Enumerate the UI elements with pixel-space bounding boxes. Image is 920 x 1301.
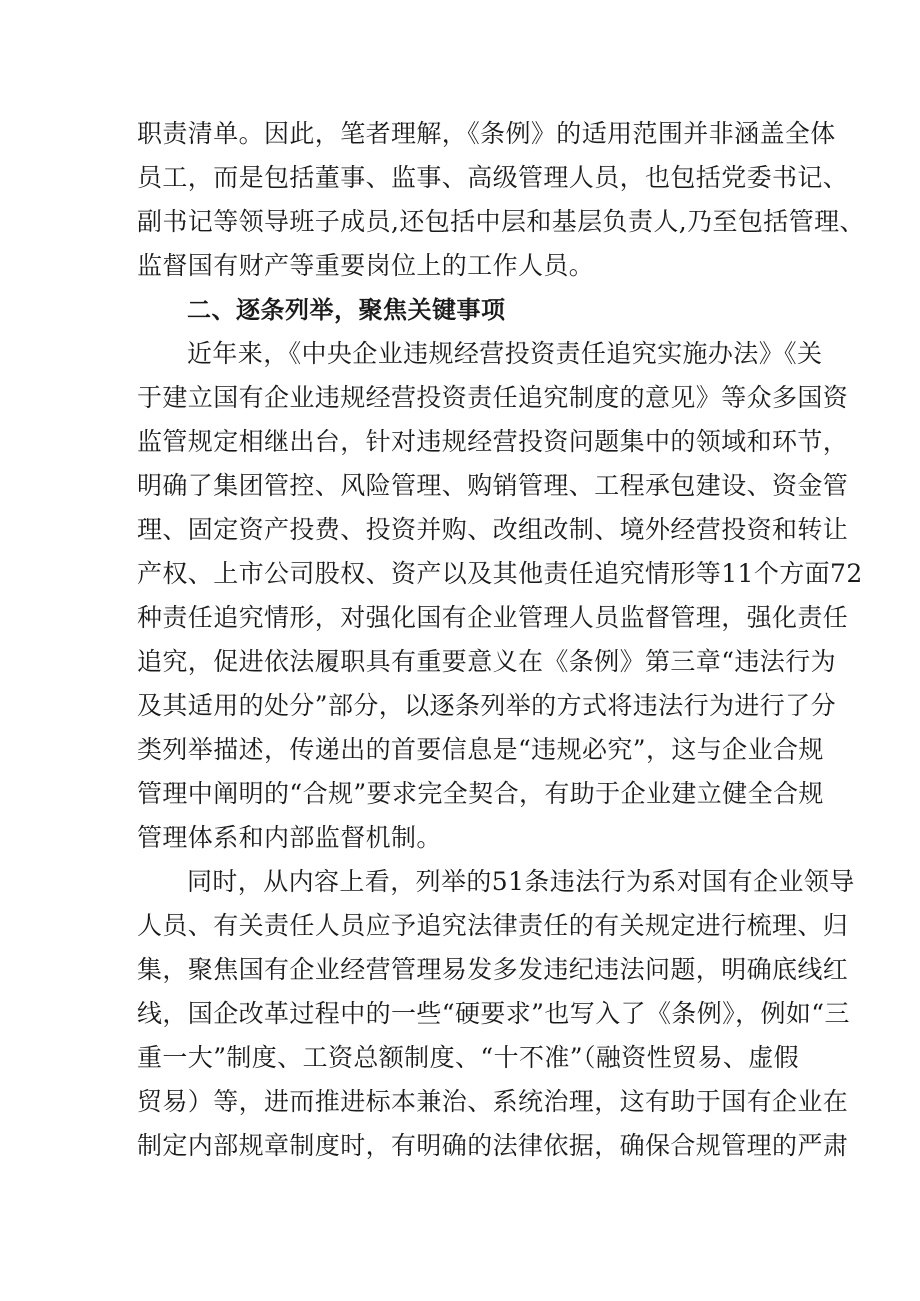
paragraph-3-line-4: 线，国企改革过程中的一些“硬要求”也写入了《条例》，例如“三 [137, 999, 850, 1028]
paragraph-3-line-2: 人员、有关责任人员应予追究法律责任的有关规定进行梳理、归 [137, 911, 849, 940]
paragraph-3-line-1: 同时，从内容上看，列举的51条违法行为系对国有企业领导 [187, 867, 855, 896]
paragraph-2-line-10: 类列举描述，传递出的首要信息是“违规必究”，这与企业合规 [137, 735, 824, 764]
paragraph-3-line-3: 集，聚焦国有企业经营管理易发多发违纪违法问题，明确底线红 [137, 955, 849, 984]
paragraph-2-line-12: 管理体系和内部监督机制。 [137, 823, 442, 852]
paragraph-2-line-11: 管理中阐明的“合规”要求完全契合，有助于企业建立健全合规 [137, 779, 824, 808]
paragraph-1-line-2: 员工，而是包括董事、监事、高级管理人员，也包括党委书记、 [137, 163, 849, 192]
paragraph-2-line-8: 追究，促进依法履职具有重要意义在《条例》第三章“违法行为 [137, 647, 836, 676]
section-heading: 二、逐条列举，聚焦关键事项 [187, 296, 506, 324]
paragraph-2-line-4: 明确了集团管控、风险管理、购销管理、工程承包建设、资金管 [137, 471, 849, 500]
paragraph-3-line-5: 重一大”制度、工资总额制度、“十不准”（融资性贸易、虚假 [137, 1043, 800, 1072]
paragraph-1-line-4: 监督国有财产等重要岗位上的工作人员。 [137, 251, 595, 280]
paragraph-3-line-6: 贸易）等，进而推进标本兼治、系统治理，这有助于国有企业在 [137, 1087, 849, 1116]
paragraph-2-line-3: 监管规定相继出台，针对违规经营投资问题集中的领域和环节， [137, 427, 849, 456]
paragraph-1-line-3: 副书记等领导班子成员,还包括中层和基层负责人,乃至包括管理、 [137, 207, 865, 236]
paragraph-2-line-5: 理、固定资产投费、投资并购、改组改制、境外经营投资和转让 [137, 515, 849, 544]
paragraph-2-line-2: 于建立国有企业违规经营投资责任追究制度的意见》等众多国资 [137, 383, 849, 412]
paragraph-2-line-7: 种责任追究情形，对强化国有企业管理人员监督管理，强化责任 [137, 603, 849, 632]
paragraph-2-line-6: 产权、上市公司股权、资产以及其他责任追究情形等11个方面72 [137, 559, 863, 588]
paragraph-2-line-1: 近年来，《中央企业违规经营投资责任追究实施办法》《关 [187, 339, 823, 368]
paragraph-1-line-1: 职责清单。因此，笔者理解，《条例》的适用范围并非涵盖全体 [137, 119, 836, 148]
paragraph-3-line-7: 制定内部规章制度时，有明确的法律依据，确保合规管理的严肃 [137, 1131, 849, 1160]
paragraph-2-line-9: 及其适用的处分”部分，以逐条列举的方式将违法行为进行了分 [137, 691, 836, 720]
